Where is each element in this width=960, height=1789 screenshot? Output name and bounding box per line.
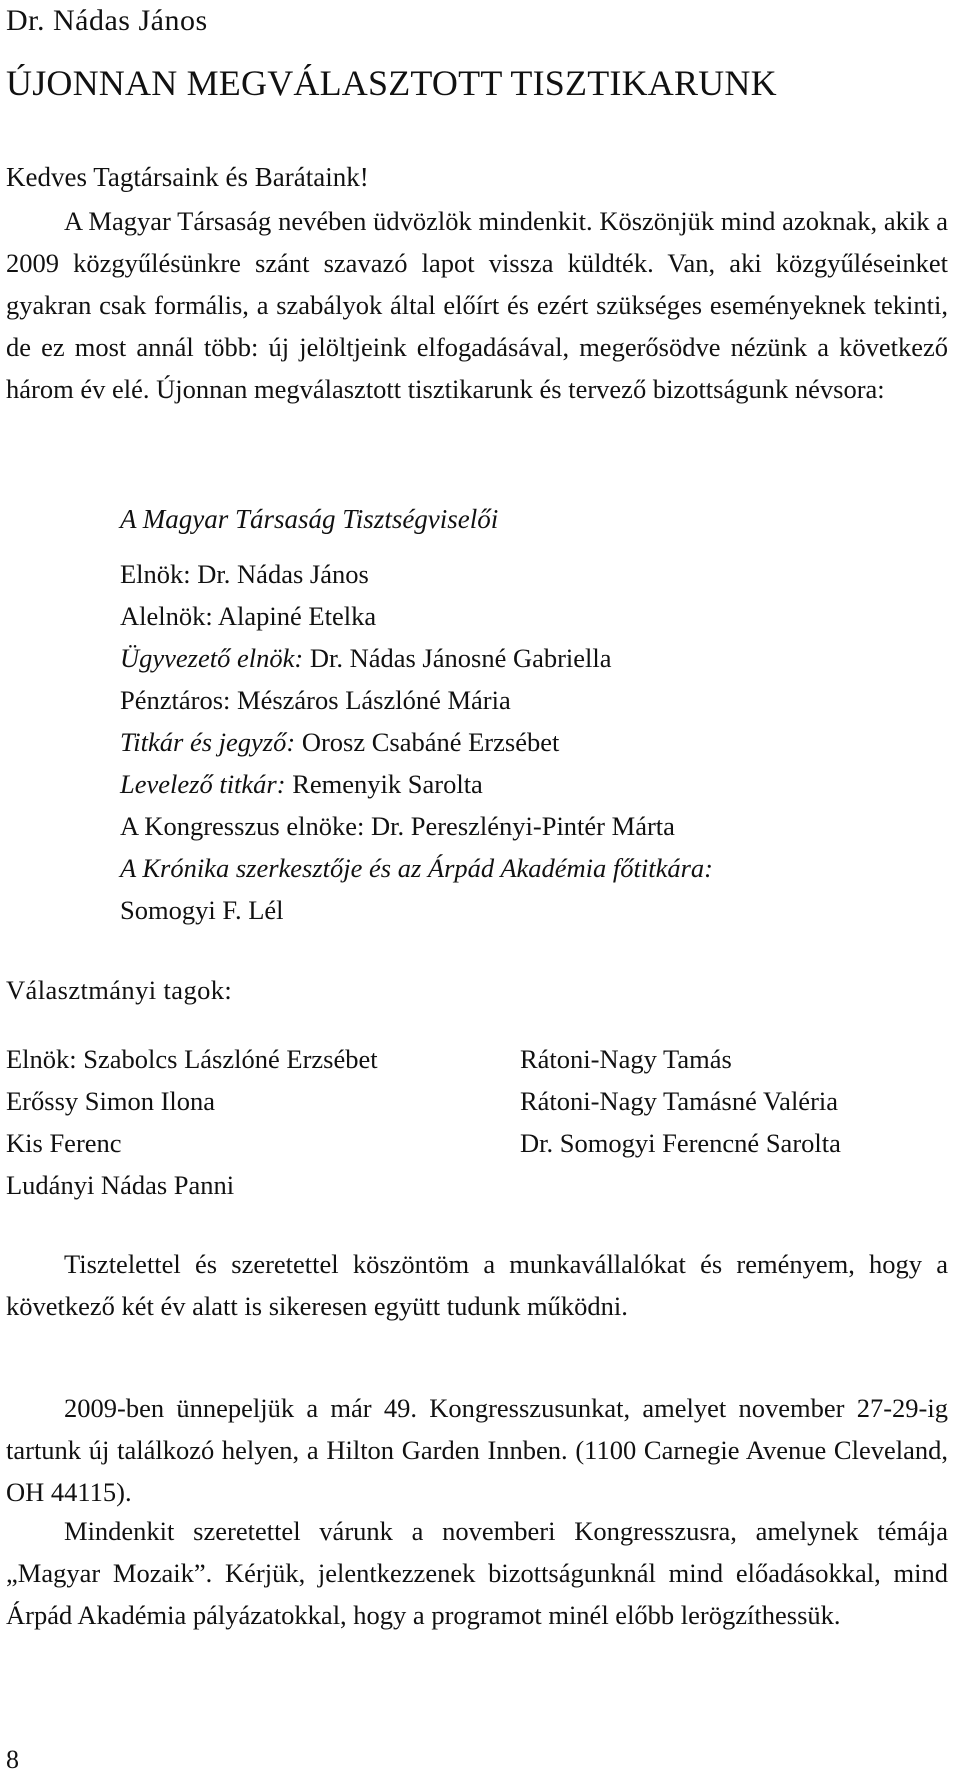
officer-row	[120, 553, 940, 595]
officer-role: Ügyvezető elnök:	[120, 643, 304, 673]
officer-role: Levelező titkár:	[120, 769, 286, 799]
officer-name: Alapiné Etelka	[217, 601, 377, 631]
officer-name: Remenyik Sarolta	[292, 769, 483, 799]
closing-paragraph: Mindenkit szeretettel várunk a novemberi Kongresszusra, amelynek témája „Magyar Mozaik”. Kérjük, jelentkezzenek bizottságunknál mind előadásokkal, mind Árpád Akadémia pályázatokkal, hogy a programot minél előbb lerögzíthessük.	[6, 1516, 948, 1630]
officer-row	[120, 721, 940, 763]
officers-heading: A Magyar Társaság Tisztségviselői	[120, 504, 499, 534]
officer-name: Dr. Nádas János	[197, 559, 369, 589]
board-member: Rátoni-Nagy Tamásné Valéria	[520, 1086, 839, 1116]
author-name: Dr. Nádas János	[6, 4, 208, 37]
closing-paragraph: 2009-ben ünnepeljük a már 49. Kongresszusunkat, amelyet november 27-29-ig tartunk új találkozó helyen, a Hilton Garden Innben. (1100 Carnegie Avenue Cleveland, OH 44115).	[6, 1393, 948, 1507]
officer-row	[120, 679, 940, 721]
officer-row	[120, 763, 940, 805]
salutation: Kedves Tagtársaink és Barátaink!	[6, 162, 369, 192]
officer-role: Titkár és jegyző:	[120, 727, 296, 757]
officer-row	[120, 637, 940, 679]
board-member: Erőssy Simon Ilona	[6, 1086, 216, 1116]
officer-row	[120, 595, 940, 637]
board-member: Dr. Somogyi Ferencné Sarolta	[520, 1128, 841, 1158]
officer-name: Dr. Pereszlényi-Pintér Márta	[370, 811, 675, 841]
board-title: Választmányi tagok:	[6, 975, 233, 1005]
board-member: Ludányi Nádas Panni	[6, 1170, 235, 1200]
closing-paragraph: Tisztelettel és szeretettel köszöntöm a munkavállalókat és reményem, hogy a következő két év alatt is sikeresen együtt tudunk működni.	[6, 1249, 948, 1321]
page-number: 8	[6, 1745, 19, 1774]
officer-name: Orosz Csabáné Erzsébet	[301, 727, 560, 757]
officers-list	[120, 498, 940, 931]
article-title: ÚJONNAN MEGVÁLASZTOTT TISZTIKARUNK	[6, 63, 777, 103]
officer-name: Mészáros Lászlóné Mária	[237, 685, 511, 715]
officer-name: Somogyi F. Lél	[120, 895, 284, 925]
officer-role: A Kongresszus elnöke:	[120, 811, 365, 841]
board-members-left	[6, 1038, 506, 1206]
officer-role: A Krónika szerkesztője és az Árpád Akadémia főtitkára:	[120, 853, 714, 883]
board-member: Kis Ferenc	[6, 1128, 122, 1158]
board-member: Elnök: Szabolcs Lászlóné Erzsébet	[6, 1044, 378, 1074]
officer-row	[120, 805, 940, 847]
officer-role: Alelnök:	[120, 601, 213, 631]
intro-paragraph: A Magyar Társaság nevében üdvözlök mindenkit. Köszönjük mind azoknak, akik a 2009 közgyűlésünkre szánt szavazó lapot vissza küldték. Van, aki közgyűléseinket gyakran csak formális, a szabályok által előírt és ezért szükséges eseményeknek tekinti, de ez most annál több: új jelöltjeink elfogadásával, megerősödve nézünk a következő három év elé. Újonnan megválasztott tisztikarunk és tervező bizottságunk névsora:	[6, 206, 948, 404]
officer-name: Dr. Nádas Jánosné Gabriella	[309, 643, 612, 673]
board-members-right	[520, 1038, 950, 1164]
officer-role: Pénztáros:	[120, 685, 231, 715]
officer-role: Elnök:	[120, 559, 191, 589]
officer-row	[120, 889, 940, 931]
officer-row	[120, 847, 940, 889]
board-member: Rátoni-Nagy Tamás	[520, 1044, 732, 1074]
